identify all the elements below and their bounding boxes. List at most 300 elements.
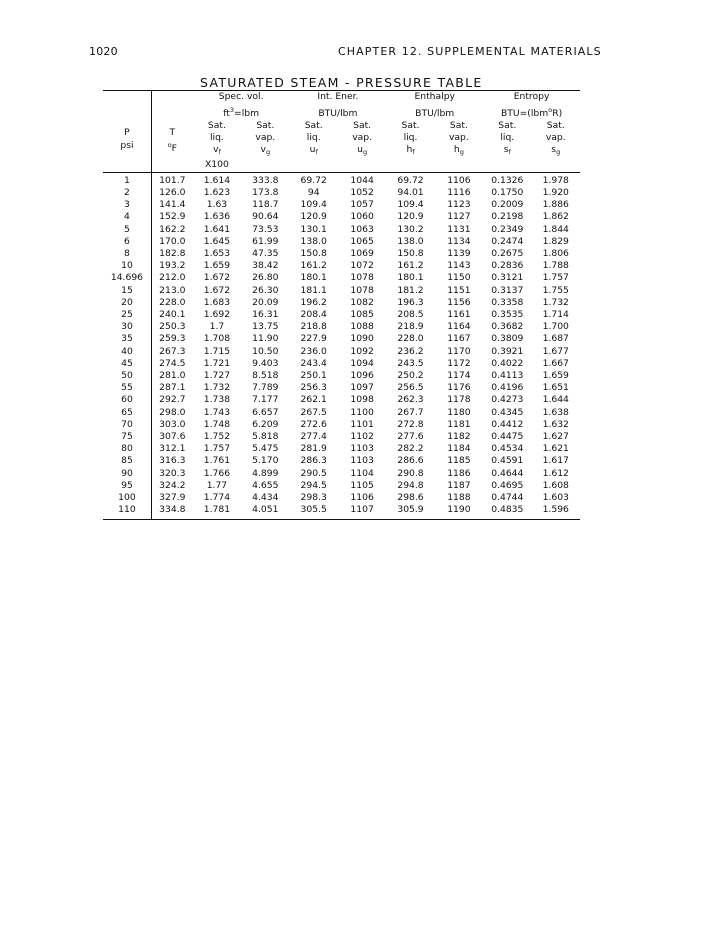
table-cell: 208.5 <box>397 309 424 321</box>
steam-table <box>103 90 580 520</box>
table-cell: 1101 <box>350 418 374 430</box>
table-cell: 1065 <box>350 235 374 247</box>
table-cell: 0.3121 <box>491 272 524 284</box>
table-row <box>103 297 580 309</box>
table-cell: 1.774 <box>203 492 231 504</box>
table-cell: 1134 <box>447 235 471 247</box>
table-cell: 16.31 <box>252 309 279 321</box>
table-cell: 228.0 <box>397 333 424 345</box>
table-cell: 120.9 <box>397 211 424 223</box>
group-units: $ft^3=lbm$ <box>223 105 260 119</box>
table-cell: 286.6 <box>397 455 424 467</box>
table-cell: 1100 <box>350 406 374 418</box>
table-cell: 1.752 <box>203 431 231 443</box>
table-cell: 294.5 <box>300 479 327 491</box>
table-cell: 196.3 <box>397 296 424 308</box>
table-cell: 1090 <box>350 333 374 345</box>
table-cell: 6.209 <box>252 418 279 430</box>
table-row <box>103 236 580 248</box>
table-cell: 180.1 <box>300 272 327 284</box>
table-cell: 1.644 <box>542 394 569 406</box>
table-cell: 1.978 <box>542 174 569 186</box>
table-cell: 0.4534 <box>491 443 524 455</box>
table-row <box>103 199 580 211</box>
table-cell: 1106 <box>447 174 471 186</box>
table-cell: 1.677 <box>542 345 569 357</box>
table-cell: 267.7 <box>397 406 424 418</box>
table-cell: 208.4 <box>300 309 327 321</box>
sub-header: Sat. vap. $h_g$ <box>435 120 483 172</box>
table-cell: 1.727 <box>203 370 231 382</box>
table-cell: 1102 <box>350 431 374 443</box>
table-cell: 0.3137 <box>491 284 524 296</box>
table-cell: 162.2 <box>159 223 186 235</box>
table-title: SATURATED STEAM - PRESSURE TABLE <box>200 75 483 90</box>
table-cell: 1.788 <box>542 260 569 272</box>
table-cell: 118.7 <box>252 199 279 211</box>
header-blank <box>103 91 151 121</box>
table-cell: 240.1 <box>159 309 186 321</box>
table-cell: 0.3535 <box>491 309 524 321</box>
table-row <box>103 187 580 199</box>
table-cell: 1176 <box>447 382 471 394</box>
table-cell: 130.2 <box>397 223 424 235</box>
table-cell: 1.732 <box>542 296 569 308</box>
table-cell: 4.655 <box>252 479 279 491</box>
table-cell: 0.2675 <box>491 248 524 260</box>
table-cell: 1.645 <box>203 235 231 247</box>
pressure-cell: 14.696 <box>103 272 151 284</box>
table-cell: 236.0 <box>300 345 327 357</box>
table-cell: 1.886 <box>542 199 569 211</box>
table-cell: 7.177 <box>252 394 279 406</box>
table-cell: 161.2 <box>397 260 424 272</box>
table-cell: 0.4695 <box>491 479 524 491</box>
table-cell: 0.3358 <box>491 296 524 308</box>
table-cell: 303.0 <box>159 418 186 430</box>
table-cell: 1116 <box>447 187 471 199</box>
table-cell: 1078 <box>350 272 374 284</box>
table-cell: 1078 <box>350 284 374 296</box>
table-cell: 1057 <box>350 199 374 211</box>
table-cell: 1088 <box>350 321 374 333</box>
group-title: Entropy <box>513 91 550 102</box>
table-cell: 0.2009 <box>491 199 524 211</box>
pressure-cell: 75 <box>103 431 151 443</box>
table-cell: 10.50 <box>252 345 279 357</box>
sub-header: Sat. liq. $h_f$ <box>386 120 434 172</box>
table-cell: 1.683 <box>203 296 231 308</box>
table-cell: 281.9 <box>300 443 327 455</box>
table-cell: 61.99 <box>252 235 279 247</box>
table-cell: 1085 <box>350 309 374 321</box>
table-cell: 26.80 <box>252 272 279 284</box>
table-cell: 38.42 <box>252 260 279 272</box>
table-cell: 281.0 <box>159 370 186 382</box>
table-cell: 69.72 <box>300 174 327 186</box>
table-cell: 13.75 <box>252 321 279 333</box>
table-cell: 141.4 <box>159 199 186 211</box>
table-cell: 272.8 <box>397 418 424 430</box>
table-cell: 0.4345 <box>491 406 524 418</box>
table-cell: 181.2 <box>397 284 424 296</box>
table-cell: 305.5 <box>290 504 338 519</box>
table-cell: 1151 <box>447 284 471 296</box>
table-cell: 243.4 <box>300 357 327 369</box>
table-cell: 1182 <box>447 431 471 443</box>
table-cell: 0.4835 <box>483 504 531 519</box>
pressure-cell: 70 <box>103 419 151 431</box>
sub-header: Sat. vap. $v_g$ <box>241 120 289 172</box>
table-row <box>103 443 580 455</box>
table-cell: 1094 <box>350 357 374 369</box>
table-cell: 138.0 <box>300 235 327 247</box>
table-cell: 193.2 <box>159 260 186 272</box>
table-cell: 138.0 <box>397 235 424 247</box>
table-cell: 120.9 <box>300 211 327 223</box>
table-cell: 250.1 <box>300 370 327 382</box>
table-cell: 1127 <box>447 211 471 223</box>
group-header-int-ener <box>290 91 387 121</box>
table-cell: 267.3 <box>159 345 186 357</box>
table-cell: 1.721 <box>203 357 231 369</box>
table-cell: 0.2474 <box>491 235 524 247</box>
pressure-cell: 4 <box>103 211 151 223</box>
pressure-cell: 80 <box>103 443 151 455</box>
table-cell: 1.755 <box>542 284 569 296</box>
group-header-spec-vol <box>193 91 290 121</box>
table-cell: 298.0 <box>159 406 186 418</box>
table-cell: 0.2836 <box>491 260 524 272</box>
table-cell: 1.766 <box>203 467 231 479</box>
table-cell: 250.3 <box>159 321 186 333</box>
page-number: 1020 <box>89 45 118 58</box>
table-cell: 259.3 <box>159 333 186 345</box>
table-cell: 307.6 <box>159 431 186 443</box>
group-header-entropy <box>483 91 580 121</box>
table-cell: 1164 <box>447 321 471 333</box>
table-row <box>103 346 580 358</box>
table-cell: 0.2349 <box>491 223 524 235</box>
pressure-cell: 45 <box>103 358 151 370</box>
table-cell: 1178 <box>447 394 471 406</box>
table-cell: 0.4273 <box>491 394 524 406</box>
pressure-cell: 3 <box>103 199 151 211</box>
table-cell: 5.818 <box>252 431 279 443</box>
group-units: BTU/lbm <box>415 107 455 119</box>
table-cell: 212.0 <box>159 272 186 284</box>
table-row <box>103 272 580 284</box>
table-cell: 256.5 <box>397 382 424 394</box>
table-header <box>103 91 580 173</box>
table-cell: 1.651 <box>542 382 569 394</box>
table-cell: 126.0 <box>159 187 186 199</box>
table-cell: 1143 <box>447 260 471 272</box>
pressure-cell: 55 <box>103 382 151 394</box>
table-cell: 1105 <box>350 479 374 491</box>
table-cell: 0.4475 <box>491 431 524 443</box>
table-cell: 1.743 <box>203 406 231 418</box>
table-cell: 1184 <box>447 443 471 455</box>
table-cell: 324.2 <box>159 479 186 491</box>
table-cell: 4.434 <box>252 492 279 504</box>
table-cell: 290.5 <box>300 467 327 479</box>
group-title: Int. Ener. <box>317 91 359 102</box>
table-cell: 1.672 <box>203 272 231 284</box>
table-cell: 287.1 <box>159 382 186 394</box>
table-cell: 298.6 <box>397 492 424 504</box>
table-cell: 0.2198 <box>491 211 524 223</box>
group-title: Enthalpy <box>414 91 455 102</box>
table-cell: 1.617 <box>542 455 569 467</box>
table-cell: 1063 <box>350 223 374 235</box>
pressure-cell: 95 <box>103 480 151 492</box>
table-cell: 236.2 <box>397 345 424 357</box>
table-cell: 1098 <box>350 394 374 406</box>
table-cell: 1187 <box>447 479 471 491</box>
pressure-cell: 65 <box>103 407 151 419</box>
table-cell: 1.63 <box>206 199 228 211</box>
table-cell: 1096 <box>350 370 374 382</box>
table-row <box>103 480 580 492</box>
pressure-cell: 90 <box>103 468 151 480</box>
table-row <box>103 260 580 272</box>
table-cell: 182.8 <box>159 248 186 260</box>
table-cell: 1190 <box>435 504 483 519</box>
table-cell: 1.659 <box>203 260 231 272</box>
table-cell: 298.3 <box>300 492 327 504</box>
table-cell: 170.0 <box>159 235 186 247</box>
table-cell: 333.8 <box>252 174 279 186</box>
table-cell: 1.7 <box>209 321 225 333</box>
table-cell: 1.757 <box>203 443 231 455</box>
table-row <box>103 248 580 260</box>
table-cell: 256.3 <box>300 382 327 394</box>
table-cell: 1186 <box>447 467 471 479</box>
group-header-enthalpy <box>386 91 483 121</box>
table-cell: 1.596 <box>532 504 581 519</box>
table-cell: 262.1 <box>300 394 327 406</box>
pressure-column-header: P psi <box>103 120 151 172</box>
table-row <box>103 172 580 187</box>
pressure-cell: 35 <box>103 333 151 345</box>
table-cell: 1.612 <box>542 467 569 479</box>
table-cell: 1097 <box>350 382 374 394</box>
table-cell: 4.051 <box>241 504 289 519</box>
table-cell: 1052 <box>350 187 374 199</box>
table-row <box>103 211 580 223</box>
table-cell: 292.7 <box>159 394 186 406</box>
table-cell: 0.4744 <box>491 492 524 504</box>
table-cell: 1172 <box>447 357 471 369</box>
pressure-cell: 2 <box>103 187 151 199</box>
pressure-cell: 25 <box>103 309 151 321</box>
pressure-cell: 10 <box>103 260 151 272</box>
table-cell: 1.672 <box>203 284 231 296</box>
table-cell: 0.4591 <box>491 455 524 467</box>
table-cell: 1082 <box>350 296 374 308</box>
table-cell: 0.4196 <box>491 382 524 394</box>
table-row <box>103 431 580 443</box>
table-cell: 4.899 <box>252 467 279 479</box>
table-cell: 101.7 <box>159 174 186 186</box>
table-cell: 277.4 <box>300 431 327 443</box>
table-cell: 250.2 <box>397 370 424 382</box>
table-cell: 1161 <box>447 309 471 321</box>
table-cell: 109.4 <box>397 199 424 211</box>
table-cell: 1.77 <box>206 479 228 491</box>
pressure-cell: 50 <box>103 370 151 382</box>
table-cell: 1131 <box>447 223 471 235</box>
pressure-cell: 85 <box>103 455 151 467</box>
table-cell: 0.4113 <box>491 370 524 382</box>
table-cell: 327.9 <box>159 492 186 504</box>
table-row <box>103 333 580 345</box>
header-blank <box>151 91 192 121</box>
table-cell: 272.6 <box>300 418 327 430</box>
table-cell: 20.09 <box>252 296 279 308</box>
table-row <box>103 309 580 321</box>
table-cell: 282.2 <box>397 443 424 455</box>
table-cell: 1.715 <box>203 345 231 357</box>
table-cell: 290.8 <box>397 467 424 479</box>
table-cell: 1.829 <box>542 235 569 247</box>
table-row <box>103 468 580 480</box>
table-cell: 1.757 <box>542 272 569 284</box>
table-cell: 150.8 <box>300 248 327 260</box>
table-cell: 94.01 <box>397 187 424 199</box>
table-cell: 181.1 <box>300 284 327 296</box>
table-cell: 1.653 <box>203 248 231 260</box>
table-cell: 227.9 <box>300 333 327 345</box>
table-cell: 1.659 <box>542 370 569 382</box>
table-row <box>103 358 580 370</box>
table-cell: 1.738 <box>203 394 231 406</box>
table-cell: 312.1 <box>159 443 186 455</box>
table-cell: 316.3 <box>159 455 186 467</box>
table-cell: 161.2 <box>300 260 327 272</box>
table-cell: 1.862 <box>542 211 569 223</box>
table-cell: 1174 <box>447 370 471 382</box>
sub-header: Sat. liq. $u_f$ <box>290 120 338 172</box>
table-cell: 305.9 <box>386 504 434 519</box>
table-row <box>103 224 580 236</box>
table-cell: 9.403 <box>252 357 279 369</box>
table-cell: 243.5 <box>397 357 424 369</box>
table-cell: 1.623 <box>203 187 231 199</box>
table-cell: 1170 <box>447 345 471 357</box>
table-cell: 1.781 <box>193 504 241 519</box>
table-cell: 277.6 <box>397 431 424 443</box>
table-cell: 0.3809 <box>491 333 524 345</box>
table-cell: 26.30 <box>252 284 279 296</box>
table-cell: 130.1 <box>300 223 327 235</box>
sub-header: Sat. liq. $v_f$ X100 <box>193 120 241 172</box>
table-cell: 213.0 <box>159 284 186 296</box>
pressure-cell: 8 <box>103 248 151 260</box>
table-cell: 0.4022 <box>491 357 524 369</box>
table-cell: 1106 <box>350 492 374 504</box>
table-cell: 218.8 <box>300 321 327 333</box>
table-cell: 173.8 <box>252 187 279 199</box>
table-cell: 196.2 <box>300 296 327 308</box>
table-cell: 1103 <box>350 455 374 467</box>
table-cell: 1060 <box>350 211 374 223</box>
sub-header: Sat. vap. $s_g$ <box>532 120 581 172</box>
table-cell: 0.3682 <box>491 321 524 333</box>
pressure-cell: 100 <box>103 492 151 504</box>
table-cell: 109.4 <box>300 199 327 211</box>
table-cell: 5.475 <box>252 443 279 455</box>
group-units: BTU=(lbm$^o$R) <box>500 105 563 119</box>
table-cell: 1150 <box>447 272 471 284</box>
table-cell: 262.3 <box>397 394 424 406</box>
table-cell: 73.53 <box>252 223 279 235</box>
table-row <box>103 394 580 406</box>
table-cell: 334.8 <box>151 504 192 519</box>
table-cell: 1.667 <box>542 357 569 369</box>
table-row <box>103 285 580 297</box>
table-cell: 1156 <box>447 296 471 308</box>
temperature-column-header: T $^o$F <box>151 120 192 172</box>
table-cell: 0.1326 <box>491 174 524 186</box>
table-row <box>103 321 580 333</box>
table-cell: 1.632 <box>542 418 569 430</box>
table-cell: 1.641 <box>203 223 231 235</box>
table-cell: 0.1750 <box>491 187 524 199</box>
table-cell: 69.72 <box>397 174 424 186</box>
table-cell: 1123 <box>447 199 471 211</box>
table-row <box>103 370 580 382</box>
group-units: BTU/lbm <box>318 107 358 119</box>
table-cell: 1.761 <box>203 455 231 467</box>
table-cell: 1.627 <box>542 431 569 443</box>
table-cell: 1.692 <box>203 309 231 321</box>
table-cell: 1092 <box>350 345 374 357</box>
table-cell: 0.3921 <box>491 345 524 357</box>
table-cell: 1072 <box>350 260 374 272</box>
table-row <box>103 504 580 519</box>
table-cell: 1.920 <box>542 187 569 199</box>
table-cell: 1103 <box>350 443 374 455</box>
table-row <box>103 382 580 394</box>
table-cell: 1167 <box>447 333 471 345</box>
pressure-cell: 20 <box>103 297 151 309</box>
pressure-cell: 110 <box>103 504 151 519</box>
table-cell: 1.636 <box>203 211 231 223</box>
table-cell: 267.5 <box>300 406 327 418</box>
table-cell: 1.608 <box>542 479 569 491</box>
pressure-cell: 6 <box>103 236 151 248</box>
table-cell: 1044 <box>350 174 374 186</box>
table-cell: 180.1 <box>397 272 424 284</box>
table-cell: 1.687 <box>542 333 569 345</box>
table-cell: 94 <box>307 187 320 199</box>
table-cell: 228.0 <box>159 296 186 308</box>
table-cell: 1188 <box>447 492 471 504</box>
table-cell: 1185 <box>447 455 471 467</box>
pressure-cell: 15 <box>103 285 151 297</box>
table-cell: 1.844 <box>542 223 569 235</box>
pressure-cell: 30 <box>103 321 151 333</box>
table-cell: 1139 <box>447 248 471 260</box>
table-cell: 150.8 <box>397 248 424 260</box>
table-cell: 1180 <box>447 406 471 418</box>
pressure-cell: 60 <box>103 394 151 406</box>
table-cell: 1.700 <box>542 321 569 333</box>
chapter-heading: CHAPTER 12. SUPPLEMENTAL MATERIALS <box>338 45 602 58</box>
table-cell: 5.170 <box>252 455 279 467</box>
